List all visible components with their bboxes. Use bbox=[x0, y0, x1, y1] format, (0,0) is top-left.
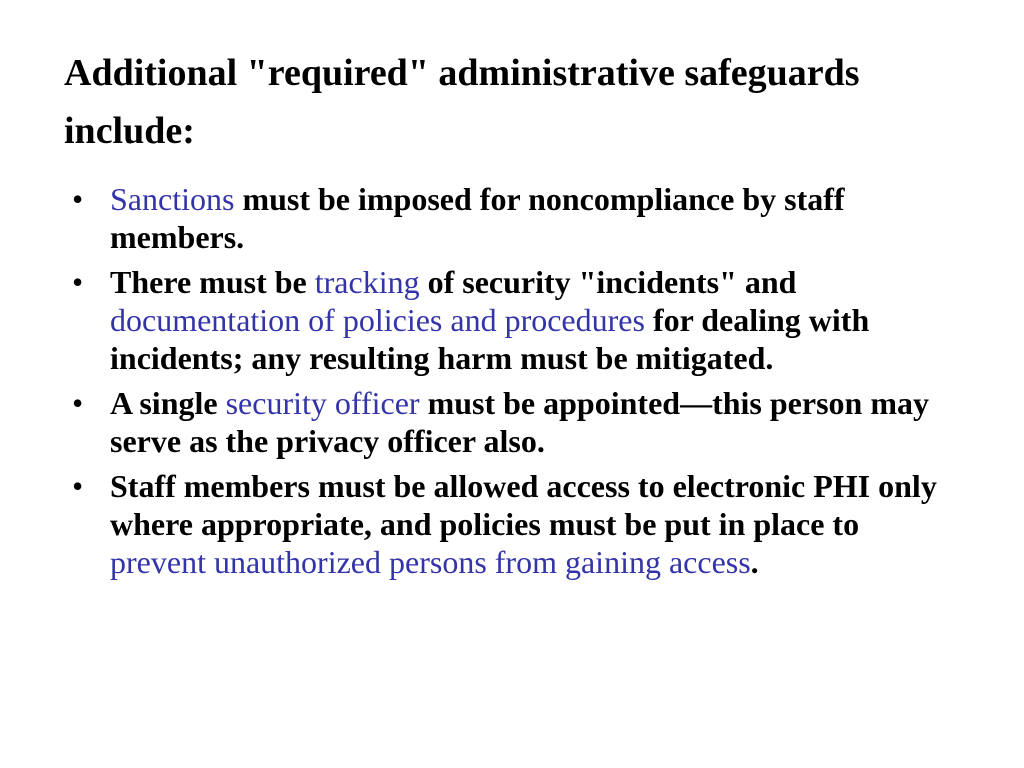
bullet-item-access bbox=[72, 467, 962, 581]
slide-title: Additional "required" administrative safeguards include: bbox=[64, 52, 860, 152]
bullet-item-security-officer bbox=[72, 384, 962, 460]
bullet-item-tracking bbox=[72, 263, 962, 377]
bullet-dot: • bbox=[72, 181, 84, 217]
bullet-text: Staff members must be allowed access to electronic PHI only where appropriate, and policies must be put in place to bbox=[110, 468, 937, 542]
bullet-text: for dealing with incidents; any resulting harm must be mitigated. bbox=[110, 302, 870, 376]
bullet-text: There must be bbox=[110, 264, 315, 300]
bullet-text: . bbox=[750, 544, 759, 580]
highlight-tracking: tracking bbox=[314, 264, 420, 300]
bullet-dot: • bbox=[72, 264, 84, 300]
bullet-dot: • bbox=[72, 468, 84, 504]
bullet-text: A single bbox=[110, 385, 226, 421]
bullet-list bbox=[72, 180, 962, 588]
bullet-dot: • bbox=[72, 385, 84, 421]
highlight-sanctions: Sanctions bbox=[110, 181, 235, 217]
bullet-text: must be appointed—this person may serve as the privacy officer also. bbox=[110, 385, 929, 459]
highlight-security-officer: security officer bbox=[225, 385, 420, 421]
highlight-documentation: documentation of policies and procedures bbox=[110, 302, 645, 338]
bullet-text: of security "incidents" and bbox=[419, 264, 797, 300]
highlight-prevent-access: prevent unauthorized persons from gaining access bbox=[110, 544, 751, 580]
bullet-item-sanctions bbox=[72, 180, 962, 256]
bullet-text: must be imposed for noncompliance by staff members. bbox=[110, 181, 845, 255]
